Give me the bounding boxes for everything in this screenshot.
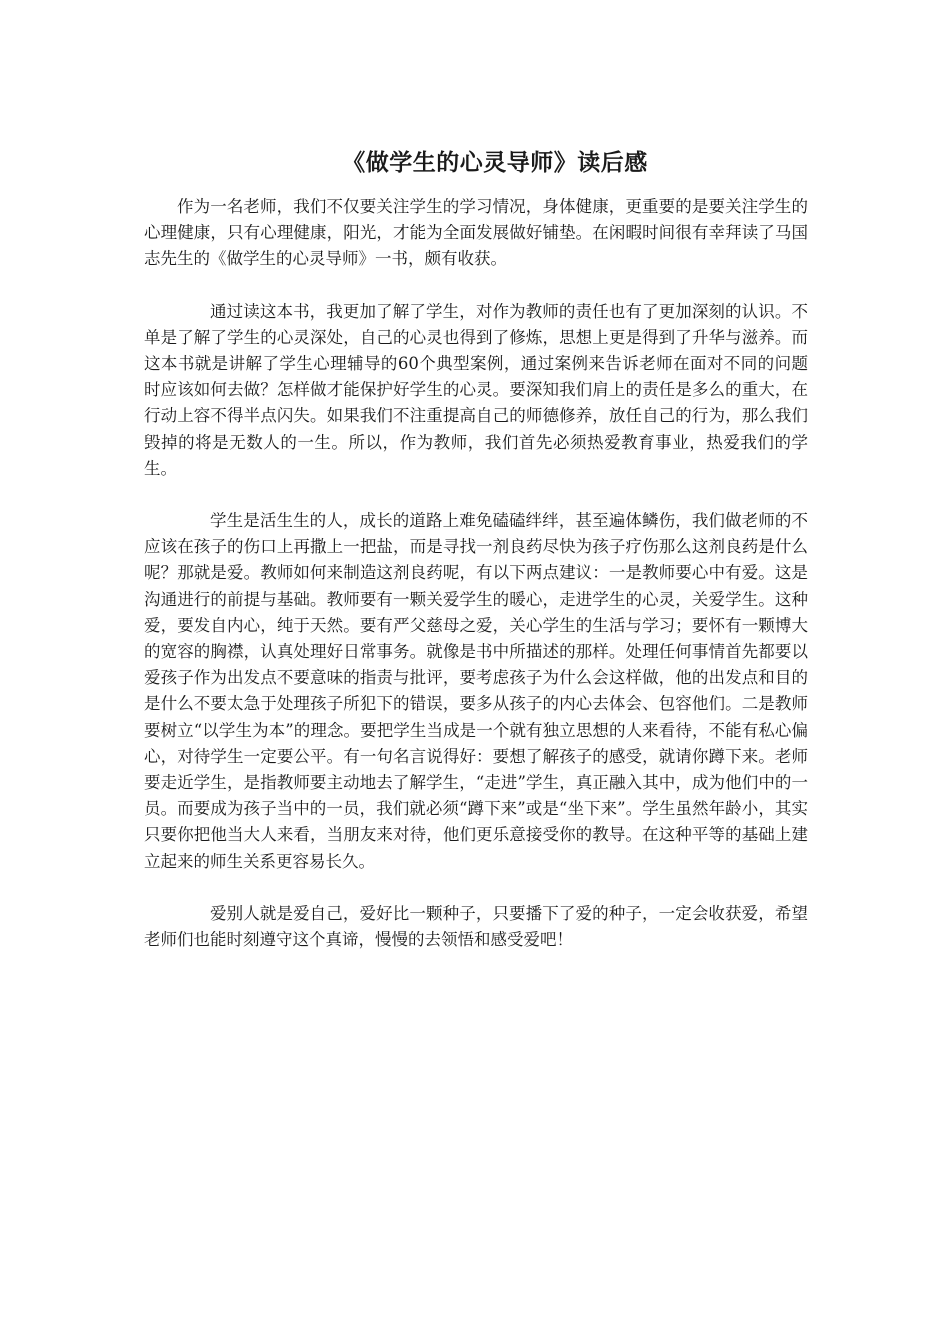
document-body (144, 194, 808, 979)
paragraph-reading-reflection: 通过读这本书，我更加了解了学生，对作为教师的责任也有了更加深刻的认识。不单是了解了学生的心灵深处，自己的心灵也得到了修炼，思想上更是得到了升华与滋养。而这本书就是讲解了学生心理辅导的60个典型案例，通过案例来告诉老师在面对不同的问题时应该如何去做？怎样做才能保护好学生的心灵。要深知我们肩上的责任是多么的重大，在行动上容不得半点闪失。如果我们不注重提高自己的师德修养，放任自己的行为，那么我们毁掉的将是无数人的一生。所以，作为教师，我们首先必须热爱教育事业，热爱我们的学生。 (144, 301, 808, 478)
paragraph-conclusion: 爱别人就是爱自己，爱好比一颗种子，只要播下了爱的种子，一定会收获爱，希望老师们也能时刻遵守这个真谛，慢慢的去领悟和感受爱吧！ (144, 903, 808, 950)
paragraph-intro: 作为一名老师，我们不仅要关注学生的学习情况，身体健康，更重要的是要关注学生的心理健康，只有心理健康，阳光，才能为全面发展做好铺垫。在闲暇时间很有幸拜读了马国志先生的《做学生的心灵导师》一书，颇有收获。 (144, 197, 808, 269)
paragraph-love-suggestions: 学生是活生生的人，成长的道路上难免磕磕绊绊，甚至遍体鳞伤，我们做老师的不应该在孩子的伤口上再撒上一把盐，而是寻找一剂良药尽快为孩子疗伤那么这剂良药是什么呢？那就是爱。教师如何来制造这剂良药呢，有以下两点建议：一是教师要心中有爱。这是沟通进行的前提与基础。教师要有一颗关爱学生的暖心，走进学生的心灵，关爱学生。这种爱，要发自内心，纯于天然。要有严父慈母之爱，关心学生的生活与学习；要怀有一颗博大的宽容的胸襟，认真处理好日常事务。就像是书中所描述的那样。处理任何事情首先都要以爱孩子作为出发点不要意味的指责与批评，要考虑孩子为什么会这样做，他的出发点和目的是什么不要太急于处理孩子所犯下的错误，要多从孩子的内心去体会、包容他们。二是教师要树立“以学生为本”的理念。要把学生当成是一个就有独立思想的人来看待，不能有私心偏心，对待学生一定要公平。有一句名言说得好：要想了解孩子的感受，就请你蹲下来。老师要走近学生，是指教师要主动地去了解学生，“走进”学生，真正融入其中，成为他们中的一员。而要成为孩子当中的一员，我们就必须“蹲下来”或是“坐下来”。学生虽然年龄小，其实只要你把他当大人来看，当朋友来对待，他们更乐意接受你的教导。在这种平等的基础上建立起来的师生关系更容易长久。 (144, 511, 808, 871)
document-title: 《做学生的心灵导师》读后感 (342, 150, 648, 177)
